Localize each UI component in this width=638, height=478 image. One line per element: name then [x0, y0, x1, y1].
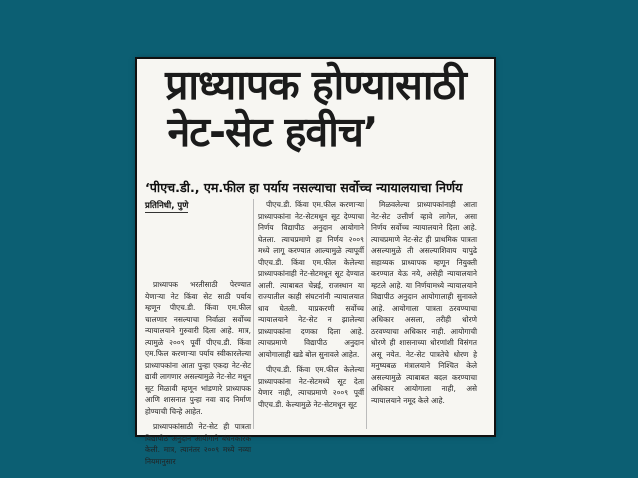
column-divider [253, 199, 254, 429]
byline: प्रतिनिधी, पुणे [145, 201, 189, 211]
article-column-3 [371, 199, 477, 406]
paragraph: पीएच.डी. किंवा एम.फील करणाऱ्या प्राध्यापकांना नेट-सेटमधून सूट देण्याचा निर्णय विद्यापीठ अनुदान आयोगाने घेतला. त्याचप्रमाणे हा निर्णय २००९ मध्ये लागू करण्यात आल्यामुळे त्यापूर्वी पीएच.डी. किंवा एम.फील केलेल्या प्राध्यापकांनाही नेट-सेटमधून सूट देण्यात आली. त्याबाबत चेन्नई, राजस्थान या राज्यातील काही संघटनांनी न्यायालयात धाव घेतली. याप्रकरणी सर्वोच्च न्यायालयाने नेट-सेट न झालेल्या प्राध्यापकांना दणका दिला आहे. त्याचप्रमाणे विद्यापीठ अनुदान आयोगालाही खडे बोल सुनावले आहेत. [258, 200, 364, 359]
subheadline: ‘पीएच.डी., एम.फील हा पर्याय नसल्याचा सर्वोच्च न्यायालयाचा निर्णय [145, 180, 463, 195]
headline [137, 61, 494, 156]
headline-line-1: प्राध्यापक होण्यासाठी [165, 61, 466, 109]
headline-line-2: नेट-सेट हवीच’ [167, 108, 378, 156]
paragraph: पीएच.डी. किंवा एम.फील केलेल्या प्राध्यापकांना नेट-सेटमध्ये सूट देता येणार नाही, त्याचप्रमाणे २००९ पूर्वी पीएच.डी. केल्यामुळे नेट-सेटमधून सूट [258, 365, 364, 409]
article-column-2 [258, 199, 364, 410]
column-divider [366, 199, 367, 429]
article-column-1 [145, 279, 251, 467]
paragraph: मिळवलेल्या प्राध्यापकांनाही आता नेट-सेट उत्तीर्ण व्हावे लागेल, असा निर्णय सर्वोच्च न्यायालयाने दिला आहे. त्याचप्रमाणे नेट-सेट ही प्राथमिक पात्रता असल्यामुळे ती असल्याशिवाय यापुढे सहाय्यक प्राध्यापक म्हणून नियुक्ती करण्यात येऊ नये, असेही न्यायालयाने म्हटले आहे. या निर्णयामध्ये न्यायालयाने विद्यापीठ अनुदान आयोगालाही सुनावले आहे. आयोगाला पात्रता ठरवण्याचा अधिकार असला, तरीही धोरणे ठरवण्याचा अधिकार नाही. आयोगाची धोरणे ही शासनाच्या धोरणांशी विसंगत असू नयेत. नेट-सेट पात्रतेचे धोरण हे मनुष्यबळ मंत्रालयाने निश्चित केले असल्यामुळे त्याबाबत बदल करण्याचा अधिकार आयोगाला नाही, असे न्यायालयाने नमूद केले आहे. [371, 200, 477, 405]
newspaper-clipping [137, 59, 494, 466]
paragraph: प्राध्यापकांसाठी नेट-सेट ही पात्रता विद्यापीठ अनुदान आयोगाने बंधनकारक केली. मात्र, त्यानंतर २००९ मध्ये नव्या नियमानुसार [145, 422, 251, 466]
paragraph: प्राध्यापक भरतीसाठी पेरण्यात येणाऱ्या नेट किंवा सेट साठी पर्याय म्हणून पीएच.डी. किंवा एम.फील चालणार नसल्याचा निर्वाळा सर्वोच्च न्यायालयाने गुरुवारी दिला आहे. मात्र, त्यामुळे २००९ पूर्वी पीएच.डी. किंवा एम.फिल करणाऱ्या पर्याय स्वीकारलेल्या प्राध्यापकांना आता पुन्हा एकदा नेट-सेट द्यावी लागणार असल्यामुळे नेट-सेट मधून सूट मिळावी म्हणून भांडणारे प्राध्यापक आणि शासनात पुन्हा नवा वाद निर्माण होण्याची चिन्हे आहेत. [145, 280, 251, 416]
